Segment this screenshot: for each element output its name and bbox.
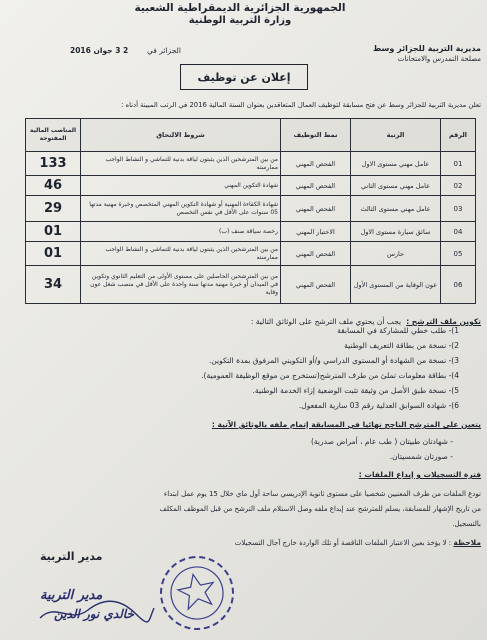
intro-text: تعلن مديرية التربية للجزائر وسط عن فتح مسابقة لتوظيف العمال المتعاقدين بعنوان السنة المالية 2016 في الرتب المبينة أدناه : — [121, 101, 481, 109]
official-stamp — [153, 549, 241, 637]
row-number: 01 — [441, 152, 476, 176]
row-conditions: رخصة سياقة صنف (ب) — [81, 222, 281, 242]
directorate-name: مديرية التربية للجزائر وسط — [372, 44, 481, 53]
header-conditions: شروط الالتحاق — [81, 119, 281, 152]
file-item: 4)- بطاقة معلومات تملئ من طرف المترشح(تستخرج من موقع الوظيفة العمومية). — [201, 371, 459, 380]
positions-table — [25, 118, 476, 304]
table-row — [26, 196, 476, 222]
stamp-emblem-icon — [155, 551, 238, 634]
deadline-line: من تاريخ الإشهار للمسابقة، يسلم للمترشح عند إيداع ملفه وصل الاستلام ملف الترشح من قبل الموظف المكلف — [159, 505, 481, 513]
service-name: مصلحة التمدرس والامتحانات — [397, 55, 481, 63]
row-rank: حارس — [351, 242, 441, 266]
row-conditions: من بين المترشحين الذين يثبتون لياقة بدنية للتماشي و النشاط الواجب ممارسته — [81, 152, 281, 176]
deadline-line: بالتسجيل. — [452, 520, 481, 528]
note-text: : لا يؤخذ بعين الاعتبار الملفات الناقصة أو تلك الواردة خارج آجال التسجيلات — [234, 539, 452, 547]
row-conditions: شهادة التكوين المهني — [81, 176, 281, 196]
success-section-title: يتعين على المترشح الناجح نهائيا في المسابقة إتمام ملفه بالوثائق الآتية : — [211, 420, 481, 429]
date-value: 2 3 جوان 2016 — [70, 46, 129, 55]
table-row — [26, 242, 476, 266]
row-positions: 133 — [26, 152, 81, 176]
row-positions: 29 — [26, 196, 81, 222]
file-item: 5)- نسخة طبق الأصل من وثيقة تثبت الوضعية إزاء الخدمة الوطنية. — [252, 386, 459, 395]
row-rank: عامل مهني مستوى الثالث — [351, 196, 441, 222]
announcement-title-box — [180, 64, 308, 90]
row-number: 04 — [441, 222, 476, 242]
row-conditions: من بين المترشحين الذين يثبتون لياقة بدنية للتماشي و النشاط الواجب ممارسته — [81, 242, 281, 266]
row-positions: 01 — [26, 242, 81, 266]
row-conditions: شهادة الكفاءة المهنية أو شهادة التكوين المهني المتخصص وخبرة مهنية مدتها 05 سنوات على الأقل في نفس التخصص — [81, 196, 281, 222]
row-rank: عامل مهني مستوى الاول — [351, 152, 441, 176]
note-line — [235, 538, 481, 547]
place-date — [70, 46, 181, 55]
row-number: 03 — [441, 196, 476, 222]
success-item: - شهادتان طبيتان ( طب عام ، أمراض صدرية) — [310, 437, 453, 446]
row-rank: عامل مهني مستوى الثاني — [351, 176, 441, 196]
announcement-title: إعلان عن توظيف — [197, 70, 291, 84]
row-rank: عون الوقاية من المستوى الأول — [351, 266, 441, 304]
table-header-row — [26, 119, 476, 152]
file-item: 6)- شهادة السوابق العدلية رقم 03 سارية المفعول. — [298, 401, 459, 410]
deadline-line: تودع الملفات من طرف المعنيين شخصيا على مستوى ثانوية الإدريسي ساحة أول ماي خلال 15 يوم عمل ابتداء — [163, 490, 481, 498]
row-rank: سائق سيارة مستوى الاول — [351, 222, 441, 242]
file-item: 1)- طلب خطي للمشاركة في المسابقة — [337, 326, 459, 335]
table-row — [26, 152, 476, 176]
row-mode: الفحص المهني — [281, 152, 351, 176]
row-mode: الفحص المهني — [281, 242, 351, 266]
row-number: 05 — [441, 242, 476, 266]
header-positions: المناصب المالية المفتوحة — [26, 119, 81, 152]
file-item: 3)- نسخة من الشهادة أو المستوى الدراسي و/أو التكويني المرفوق بمدة التكوين. — [208, 356, 459, 365]
signature-name: خالدي نور الدين — [54, 607, 134, 621]
row-mode: الفحص المهني — [281, 176, 351, 196]
republic-header: الجمهورية الجزائرية الديمقراطية الشعبية — [134, 2, 346, 14]
row-mode: الاختبار المهني — [281, 222, 351, 242]
header-number: الرقم — [441, 119, 476, 152]
deadline-section-title: فترة التسجيلات و إيداع الملفات : — [358, 470, 481, 479]
row-number: 06 — [441, 266, 476, 304]
header-rank: الرتبة — [351, 119, 441, 152]
signature-title: مدير التربية — [40, 550, 103, 563]
note-label: ملاحظة — [453, 538, 481, 547]
file-item: 2)- نسخة من بطاقة التعريف الوطنية — [344, 341, 459, 350]
row-conditions: من بين المترشحين الحاصلين على مستوى الأولى من التعليم الثانوي وتكوين في الميدان أو خبرة مهنية مدتها سنة واحدة على الأقل في منصب شغل عون وقاية — [81, 266, 281, 304]
place-label: الجزائر في — [147, 46, 181, 55]
stamp-text: مدير التربية — [40, 588, 103, 603]
row-positions: 01 — [26, 222, 81, 242]
row-positions: 34 — [26, 266, 81, 304]
success-item: - صورتان شمسيتان. — [389, 452, 453, 461]
table-row — [26, 266, 476, 304]
table-row — [26, 222, 476, 242]
handwritten-signature — [36, 598, 156, 628]
file-section-title-rest: يجب أن يحتوي ملف الترشح على الوثائق التالية : — [250, 317, 402, 326]
row-positions: 46 — [26, 176, 81, 196]
table-row — [26, 176, 476, 196]
header-mode: نمط التوظيف — [281, 119, 351, 152]
file-section-title: تكوين ملف الترشح : — [406, 317, 481, 326]
ministry-header: وزارة التربية الوطنية — [188, 15, 292, 26]
row-number: 02 — [441, 176, 476, 196]
row-mode: الفحص المهني — [281, 266, 351, 304]
row-mode: الفحص المهني — [281, 196, 351, 222]
